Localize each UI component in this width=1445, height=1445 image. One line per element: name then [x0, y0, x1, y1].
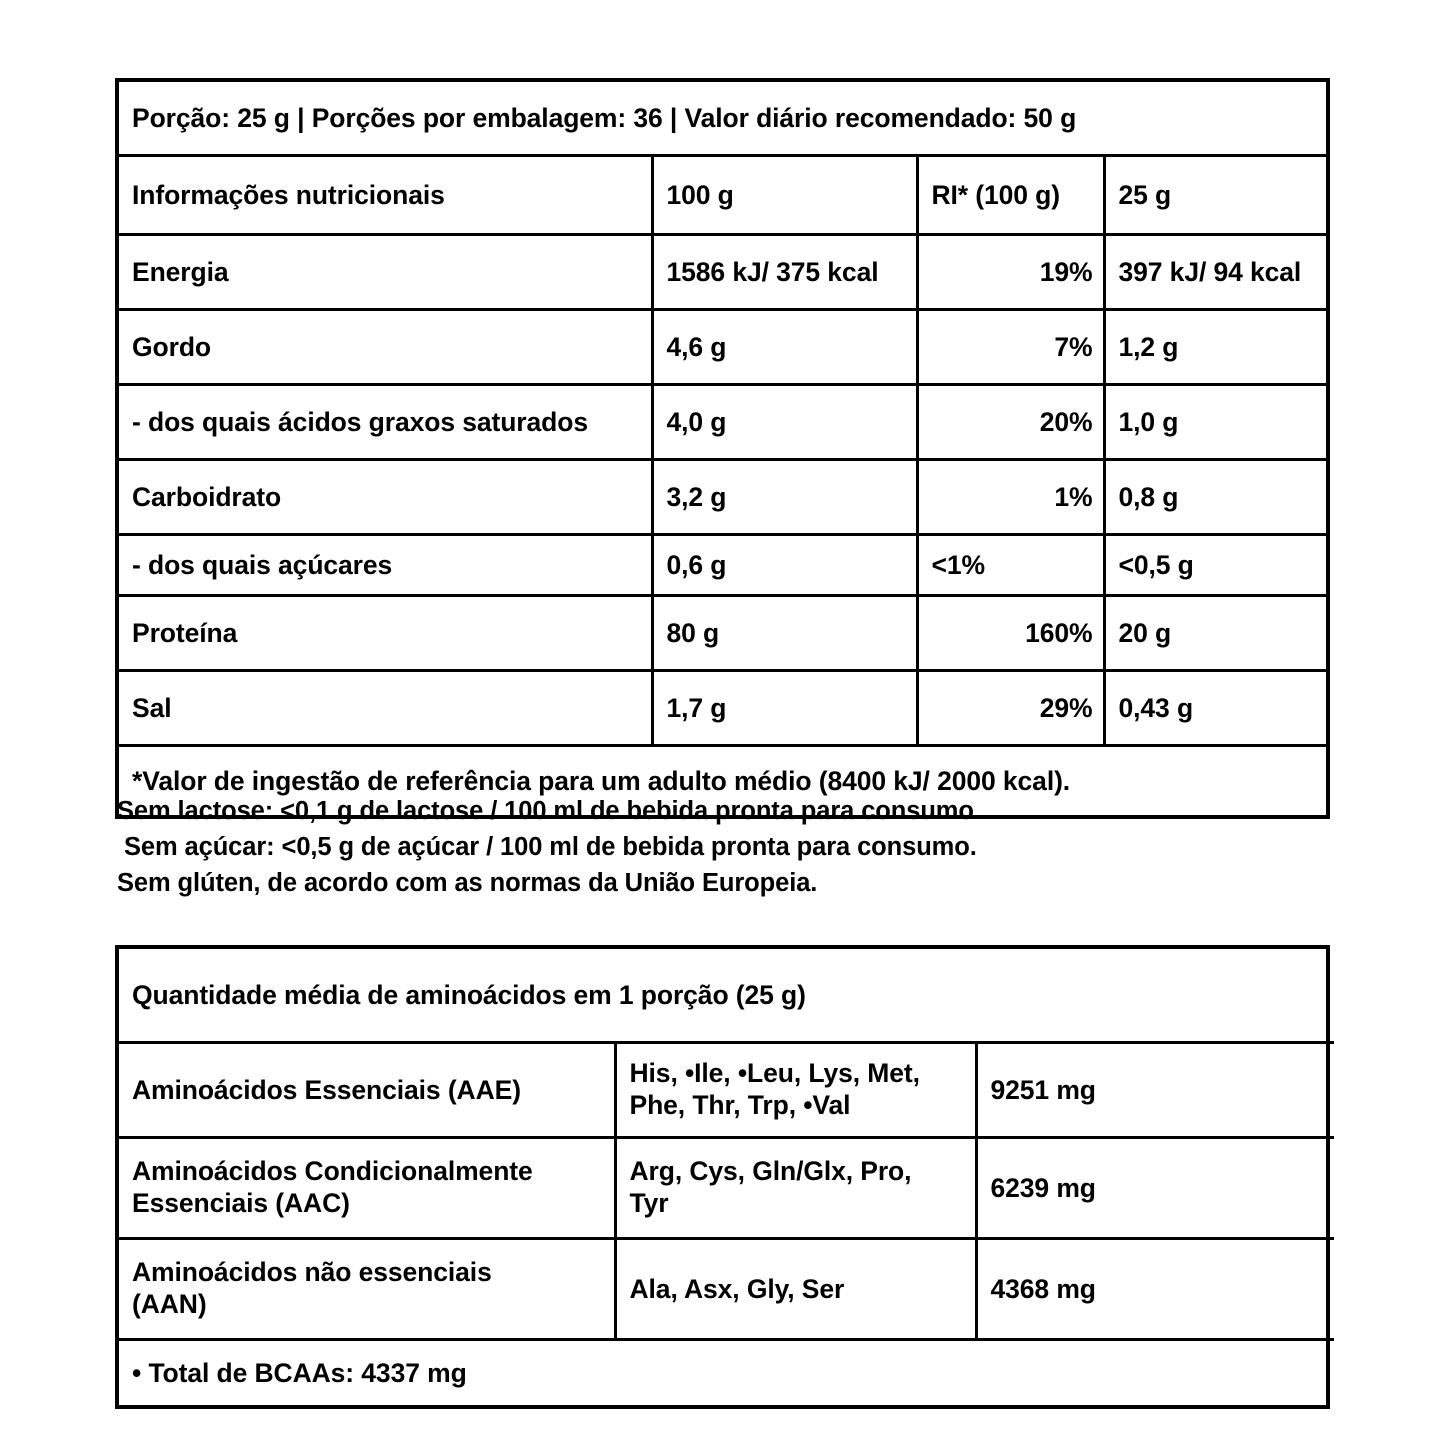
table-row — [119, 235, 1326, 310]
amino-acids-table — [115, 945, 1330, 1409]
row-label: - dos quais ácidos graxos saturados — [119, 385, 652, 460]
row-value-ri: 1% — [917, 460, 1104, 535]
row-label: Energia — [119, 235, 652, 310]
bcaa-total-row — [119, 1340, 1334, 1406]
row-value-100g: 1,7 g — [652, 671, 917, 746]
reference-intake-footnote: *Valor de ingestão de referência para um adulto médio (8400 kJ/ 2000 kcal). — [132, 765, 1071, 796]
table-row — [119, 671, 1326, 746]
row-value-25g: 1,0 g — [1104, 385, 1326, 460]
table-row — [119, 1138, 1334, 1239]
amino-list: Ala, Asx, Gly, Ser — [615, 1239, 976, 1340]
table-row — [119, 596, 1326, 671]
table-header-row — [119, 156, 1326, 235]
bcaa-total-text: • Total de BCAAs: 4337 mg — [132, 1357, 467, 1388]
row-value-25g: 0,8 g — [1104, 460, 1326, 535]
table-row — [119, 535, 1326, 596]
row-value-25g: <0,5 g — [1104, 535, 1326, 596]
row-value-100g: 4,0 g — [652, 385, 917, 460]
row-value-ri: 160% — [917, 596, 1104, 671]
amino-category-label — [119, 1138, 615, 1239]
amino-table-title: Quantidade média de aminoácidos em 1 porção (25 g) — [119, 949, 1334, 1043]
row-value-ri: 20% — [917, 385, 1104, 460]
amino-list — [615, 1043, 976, 1138]
row-value-ri: 29% — [917, 671, 1104, 746]
amino-category-line2: (AAN) — [132, 1289, 207, 1319]
row-value-25g: 20 g — [1104, 596, 1326, 671]
row-value-100g: 0,6 g — [652, 535, 917, 596]
amino-category-line1: Aminoácidos não essenciais — [132, 1257, 492, 1288]
amino-category-line1: Aminoácidos Condicionalmente — [132, 1156, 533, 1187]
amino-category-line2: Essenciais (AAC) — [132, 1188, 350, 1218]
serving-info-row — [119, 82, 1326, 156]
table-row — [119, 1239, 1334, 1340]
claim-gluten-free: Sem glúten, de acordo com as normas da União Europeia. — [117, 869, 818, 898]
amino-list-line1: Arg, Cys, Gln/Glx, Pro, — [629, 1156, 912, 1187]
table-row — [119, 310, 1326, 385]
row-value-25g: 397 kJ/ 94 kcal — [1104, 235, 1326, 310]
product-claims-block — [117, 793, 1297, 902]
row-label: Sal — [119, 671, 652, 746]
table-row — [119, 1043, 1334, 1138]
amino-list-line2: Phe, Thr, Trp, •Val — [629, 1090, 851, 1120]
amino-list — [615, 1138, 976, 1239]
row-label: Proteína — [119, 596, 652, 671]
row-value-100g: 3,2 g — [652, 460, 917, 535]
row-value-100g: 4,6 g — [652, 310, 917, 385]
amino-amount: 9251 mg — [976, 1043, 1334, 1138]
claim-lactose-free: Sem lactose: <0,1 g de lactose / 100 ml de bebida pronta para consumo. — [117, 797, 981, 825]
amino-list-line2: Tyr — [629, 1188, 669, 1218]
header-ri-100g: RI* (100 g) — [917, 156, 1104, 235]
nutrition-facts-table — [115, 78, 1330, 819]
amino-amount: 6239 mg — [976, 1138, 1334, 1239]
header-nutrition-info: Informações nutricionais — [119, 156, 652, 235]
row-value-ri: <1% — [917, 535, 1104, 596]
amino-list-line1: His, •Ile, •Leu, Lys, Met, — [629, 1058, 920, 1089]
row-label: Gordo — [119, 310, 652, 385]
row-value-25g: 1,2 g — [1104, 310, 1326, 385]
amino-category-label — [119, 1239, 615, 1340]
header-per-100g: 100 g — [652, 156, 917, 235]
row-label: - dos quais açúcares — [119, 535, 652, 596]
table-row — [119, 385, 1326, 460]
amino-amount: 4368 mg — [976, 1239, 1334, 1340]
row-label: Carboidrato — [119, 460, 652, 535]
serving-info-text: Porção: 25 g | Porções por embalagem: 36 | Valor diário recomendado: 50 g — [119, 82, 1326, 156]
row-value-ri: 19% — [917, 235, 1104, 310]
table-row — [119, 460, 1326, 535]
amino-title-row — [119, 949, 1334, 1043]
row-value-100g: 80 g — [652, 596, 917, 671]
claim-sugar-free: Sem açúcar: <0,5 g de açúcar / 100 ml de bebida pronta para consumo. — [117, 833, 977, 862]
amino-category-label: Aminoácidos Essenciais (AAE) — [119, 1043, 615, 1138]
row-value-ri: 7% — [917, 310, 1104, 385]
header-per-25g: 25 g — [1104, 156, 1326, 235]
row-value-25g: 0,43 g — [1104, 671, 1326, 746]
row-value-100g: 1586 kJ/ 375 kcal — [652, 235, 917, 310]
